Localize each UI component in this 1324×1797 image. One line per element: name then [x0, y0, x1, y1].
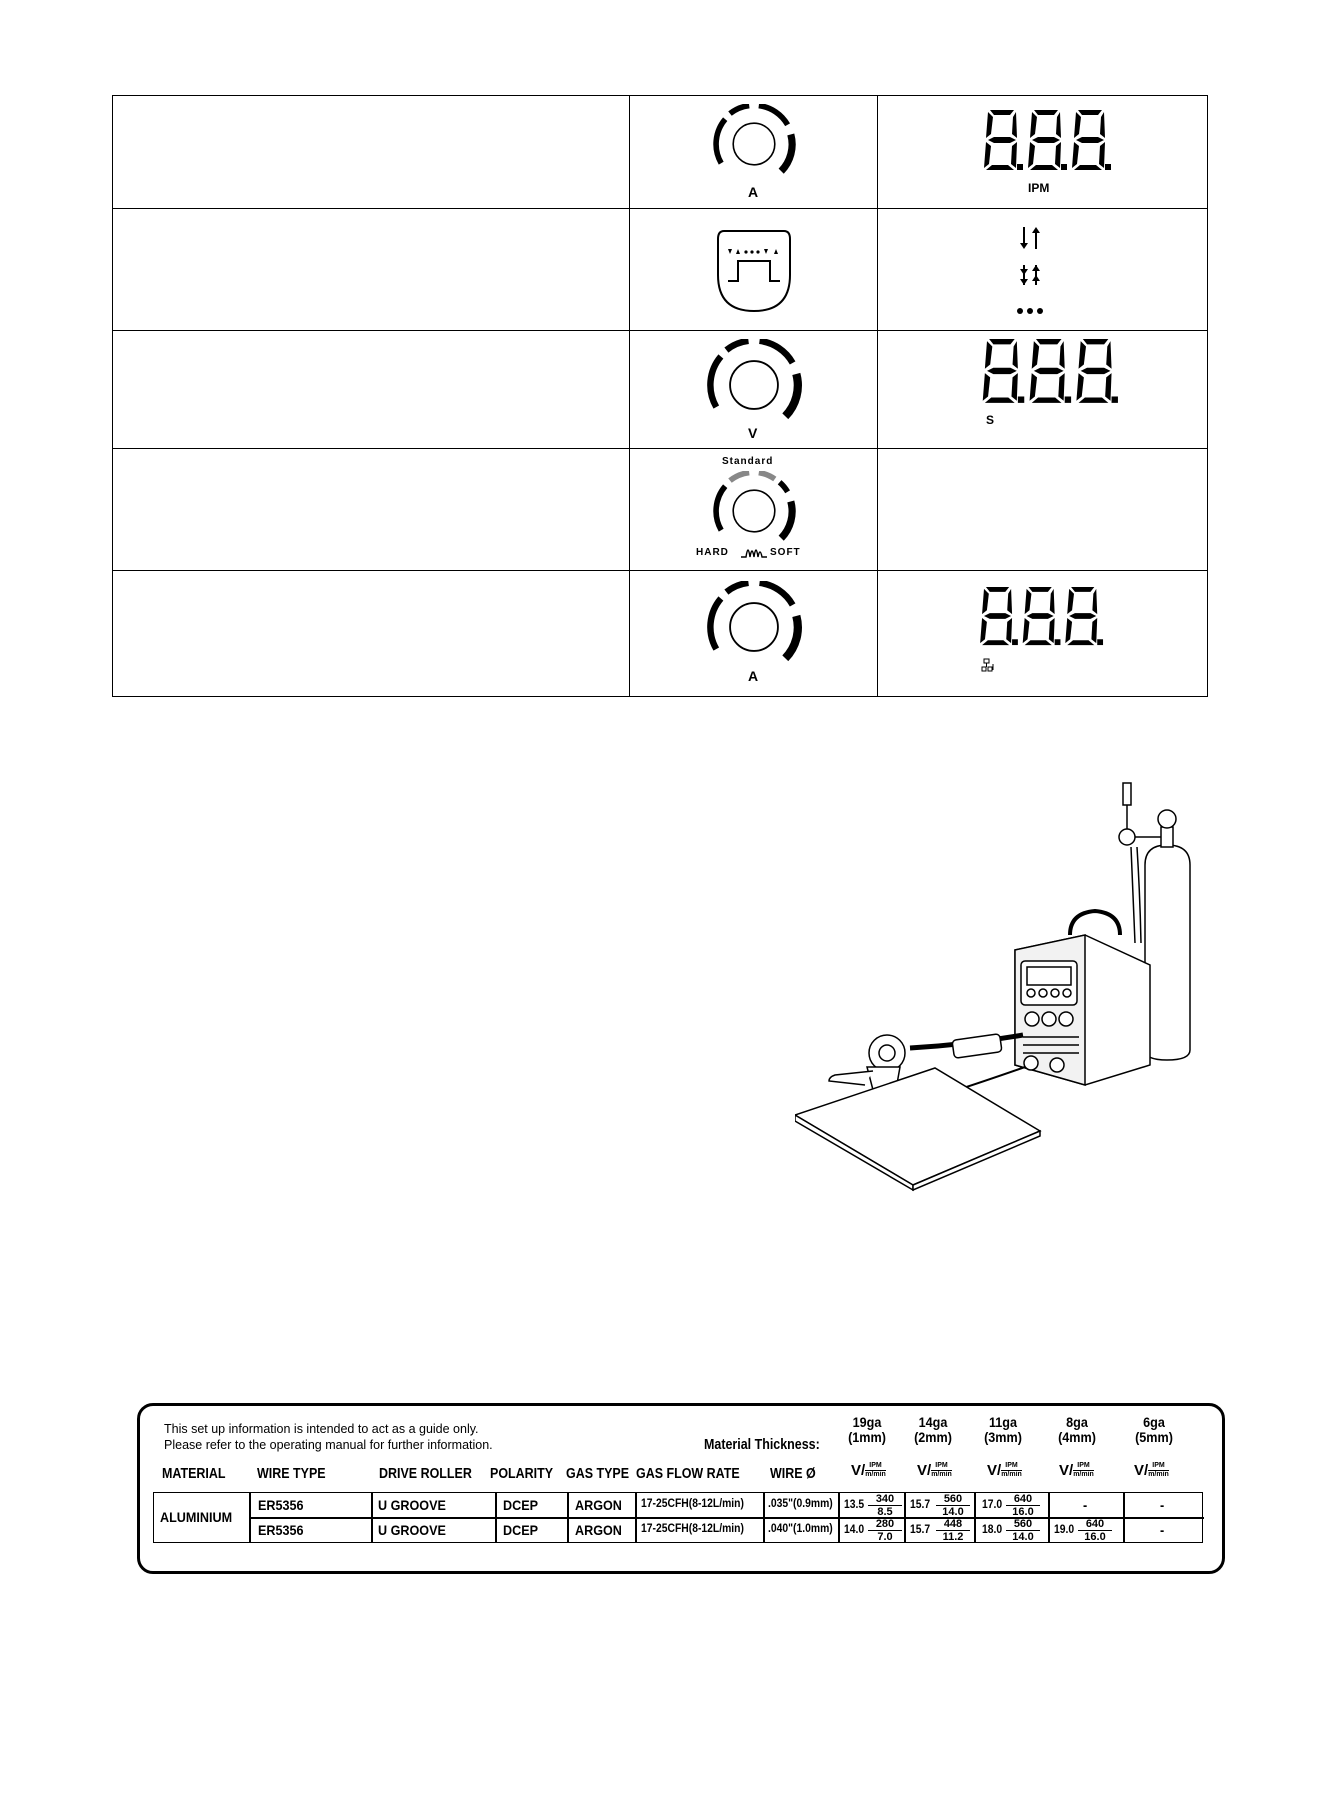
- wire-speed-fraction: $\frac{340}{8.5}$: [868, 1493, 902, 1518]
- control-display-cell: [878, 571, 1207, 696]
- drive-roller-cell: U GROOVE: [378, 1497, 446, 1513]
- control-description: [113, 571, 630, 696]
- control-description: [113, 96, 630, 208]
- welder-unit-icon: [1015, 911, 1150, 1085]
- control-knob-cell: [630, 571, 878, 696]
- polarity-cell: DCEP: [503, 1522, 539, 1538]
- voltage-knob-icon: [698, 339, 810, 431]
- voltage-cell: 13.5: [844, 1499, 865, 1511]
- thickness-col-19ga: 19ga (1mm): [848, 1414, 886, 1445]
- inductance-knob-icon: [704, 471, 804, 551]
- seven-segment-display-icon: [976, 587, 1112, 647]
- wire-diameter-cell: .040"(1.0mm): [768, 1523, 833, 1535]
- polarity-cell: DCEP: [503, 1497, 539, 1513]
- knob-top-label: Standard: [722, 456, 774, 467]
- knob-label: A: [748, 184, 759, 200]
- amperage-knob-icon: [698, 581, 810, 673]
- knob-label: V: [748, 425, 758, 441]
- setup-chart: [137, 1403, 1225, 1574]
- voltage-cell: 14.0: [844, 1524, 865, 1536]
- header-drive-roller: DRIVE ROLLER: [379, 1466, 472, 1482]
- trigger-mode-button-icon: [714, 223, 794, 313]
- voltage-cell: 17.0: [982, 1499, 1003, 1511]
- header-v-ipm-3: V/ IPM m/min: [987, 1462, 1022, 1479]
- control-knob-cell: [630, 449, 878, 570]
- seven-segment-display-icon: [978, 339, 1128, 405]
- material-thickness-label: Material Thickness:: [704, 1437, 820, 1453]
- control-description: [113, 449, 630, 570]
- voltage-cell: 15.7: [910, 1524, 931, 1536]
- material-cell: ALUMINIUM: [160, 1509, 233, 1525]
- control-display-cell: [878, 209, 1207, 330]
- workpiece-plate-icon: [795, 1068, 1040, 1190]
- thickness-col-14ga: 14ga (2mm): [914, 1414, 952, 1445]
- control-row-burnback: [113, 571, 1207, 696]
- control-display-cell: [878, 331, 1207, 448]
- note-line-1: This set up information is intended to act as a guide only.: [164, 1422, 479, 1436]
- wire-speed-fraction: $\frac{280}{7.0}$: [868, 1518, 902, 1543]
- knob-left-label: HARD: [696, 547, 729, 558]
- control-display-cell: [878, 449, 1207, 570]
- header-polarity: POLARITY: [490, 1466, 554, 1482]
- empty-setting-cell: -: [1160, 1522, 1165, 1538]
- wire-speed-fraction: $\frac{448}{11.2}$: [936, 1518, 970, 1543]
- gas-flow-cell: 17-25CFH(8-12L/min): [641, 1498, 744, 1510]
- control-row-trigger-mode: [113, 209, 1207, 331]
- trigger-mode-indicators-icon: [1014, 219, 1050, 319]
- header-gas-type: GAS TYPE: [566, 1466, 630, 1482]
- thickness-col-11ga: 11ga (3mm): [984, 1414, 1022, 1445]
- control-row-voltage: [113, 331, 1207, 449]
- gas-type-cell: ARGON: [575, 1522, 622, 1538]
- gas-type-cell: ARGON: [575, 1497, 622, 1513]
- thickness-col-8ga: 8ga (4mm): [1058, 1414, 1096, 1445]
- header-v-ipm-2: V/ IPM m/min: [917, 1462, 952, 1479]
- wire-type-cell: ER5356: [258, 1497, 304, 1513]
- thickness-col-6ga: 6ga (5mm): [1135, 1414, 1173, 1445]
- knob-label: A: [748, 668, 759, 684]
- seven-segment-display-icon: [980, 110, 1120, 172]
- wire-diameter-cell: .035"(0.9mm): [768, 1498, 833, 1510]
- header-gas-flow-rate: GAS FLOW RATE: [636, 1466, 740, 1482]
- control-display-cell: [878, 96, 1207, 208]
- voltage-cell: 19.0: [1054, 1524, 1075, 1536]
- control-row-inductance: [113, 449, 1207, 571]
- amperage-knob-icon: [704, 104, 804, 184]
- voltage-cell: 15.7: [910, 1499, 931, 1511]
- header-wire-diameter: WIRE Ø: [770, 1466, 816, 1482]
- header-v-ipm-5: V/ IPM m/min: [1134, 1462, 1169, 1479]
- display-unit: IPM: [1028, 181, 1050, 195]
- control-knob-cell: [630, 96, 878, 208]
- arc-wave-icon: [740, 541, 768, 559]
- mig-welder-setup-illustration: [795, 775, 1215, 1195]
- burnback-icon: [981, 658, 995, 672]
- header-v-ipm-4: V/ IPM m/min: [1059, 1462, 1094, 1479]
- wire-speed-fraction: $\frac{640}{16.0}$: [1078, 1518, 1112, 1543]
- display-unit: S: [986, 413, 995, 427]
- drive-roller-cell: U GROOVE: [378, 1522, 446, 1538]
- controls-table: [112, 95, 1208, 697]
- wire-speed-fraction: $\frac{560}{14.0}$: [936, 1493, 970, 1518]
- header-material: MATERIAL: [162, 1466, 226, 1482]
- control-knob-cell: [630, 331, 878, 448]
- wire-type-cell: ER5356: [258, 1522, 304, 1538]
- wire-speed-fraction: $\frac{640}{16.0}$: [1006, 1493, 1040, 1518]
- control-description: [113, 209, 630, 330]
- empty-setting-cell: -: [1083, 1497, 1088, 1513]
- header-wire-type: WIRE TYPE: [257, 1466, 326, 1482]
- header-v-ipm-1: V/ IPM m/min: [851, 1462, 886, 1479]
- wire-speed-fraction: $\frac{560}{14.0}$: [1006, 1518, 1040, 1543]
- empty-setting-cell: -: [1160, 1497, 1165, 1513]
- setup-grid: [153, 1492, 1203, 1543]
- note-line-2: Please refer to the operating manual for further information.: [164, 1438, 493, 1452]
- control-description: [113, 331, 630, 448]
- gas-flow-cell: 17-25CFH(8-12L/min): [641, 1523, 744, 1535]
- voltage-cell: 18.0: [982, 1524, 1003, 1536]
- knob-right-label: SOFT: [770, 547, 801, 558]
- control-row-wire-speed: [113, 96, 1207, 209]
- control-knob-cell: [630, 209, 878, 330]
